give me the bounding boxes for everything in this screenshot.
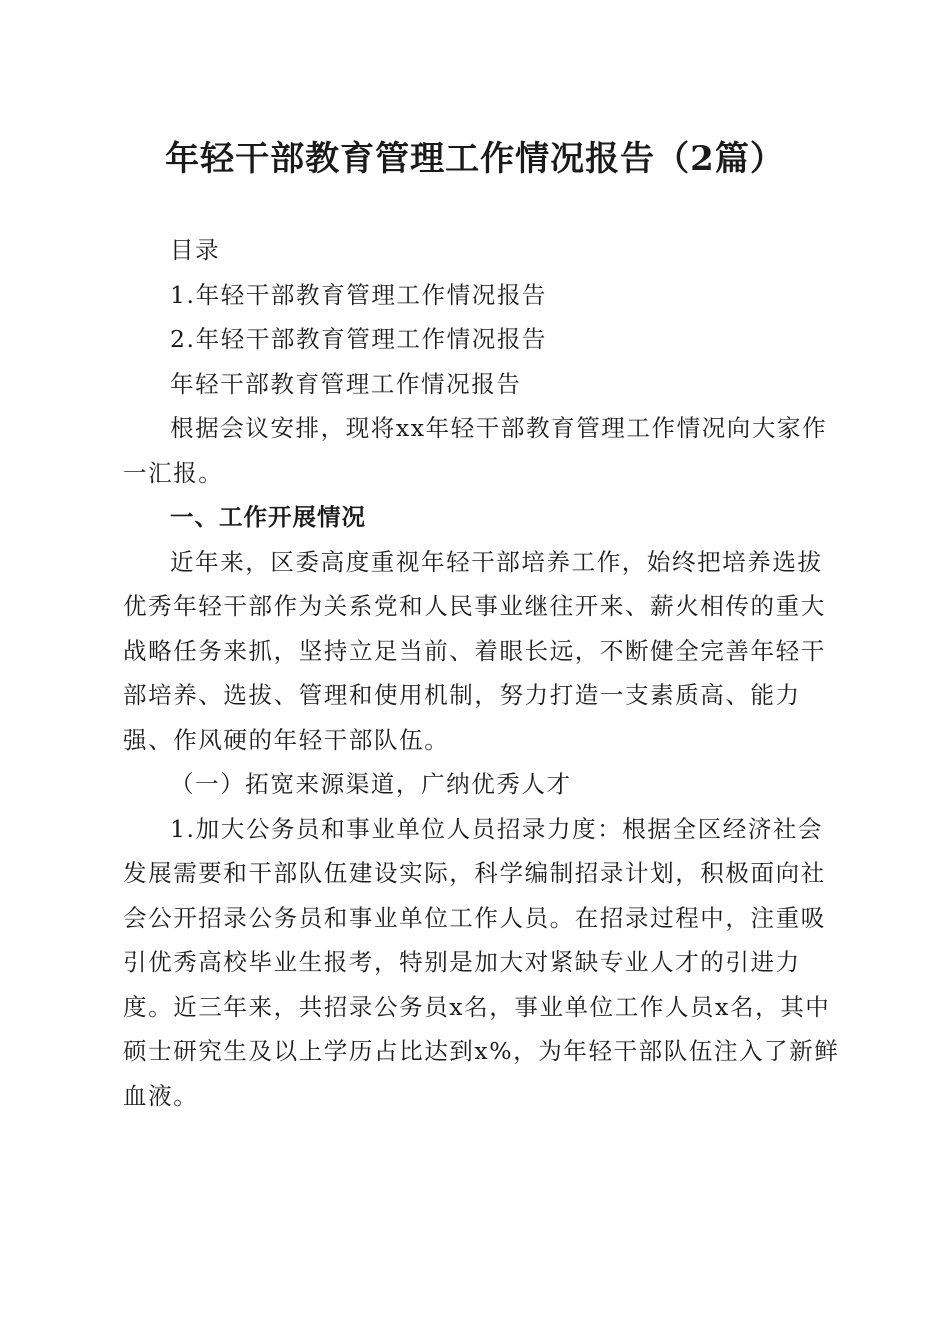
article-title: 年轻干部教育管理工作情况报告 [170,369,522,398]
section-heading: 一、工作开展情况 [170,503,366,531]
intro-paragraph: 根据会议安排，现将xx年轻干部教育管理工作情况向大家作一汇报。 [123,414,828,487]
toc-label: 目录 [170,236,221,264]
subsection-paragraph: 1.加大公务员和事业单位人员招录力度：根据全区经济社会发展需要和干部队伍建设实际，科学编制招录计划，积极面向社会公开招录公务员和事业单位工作人员。在招录过程中，注重吸引优秀高校毕业生报考，特别是加大对紧缺专业人才的引进力度。近三年来，共招录公务员x名，事业单位工作人员x名，其中硕士研究生及以上学历占比达到x%，为年轻干部队伍注入了新鲜血液。 [123,814,840,1110]
subsection-heading: （一）拓宽来源渠道，广纳优秀人才 [170,770,572,798]
document-body [123,228,843,1118]
toc-item-2: 2.年轻干部教育管理工作情况报告 [170,325,548,353]
document-title: 年轻干部教育管理工作情况报告（2篇） [165,139,785,179]
toc-item-1: 1.年轻干部教育管理工作情况报告 [170,280,548,309]
section-paragraph: 近年来，区委高度重视年轻干部培养工作，始终把培养选拔优秀年轻干部作为关系党和人民事业继往开来、薪火相传的重大战略任务来抓，坚持立足当前、着眼长远，不断健全完善年轻干部培养、选拔、管理和使用机制，努力打造一支素质高、能力强、作风硬的年轻干部队伍。 [123,547,826,754]
